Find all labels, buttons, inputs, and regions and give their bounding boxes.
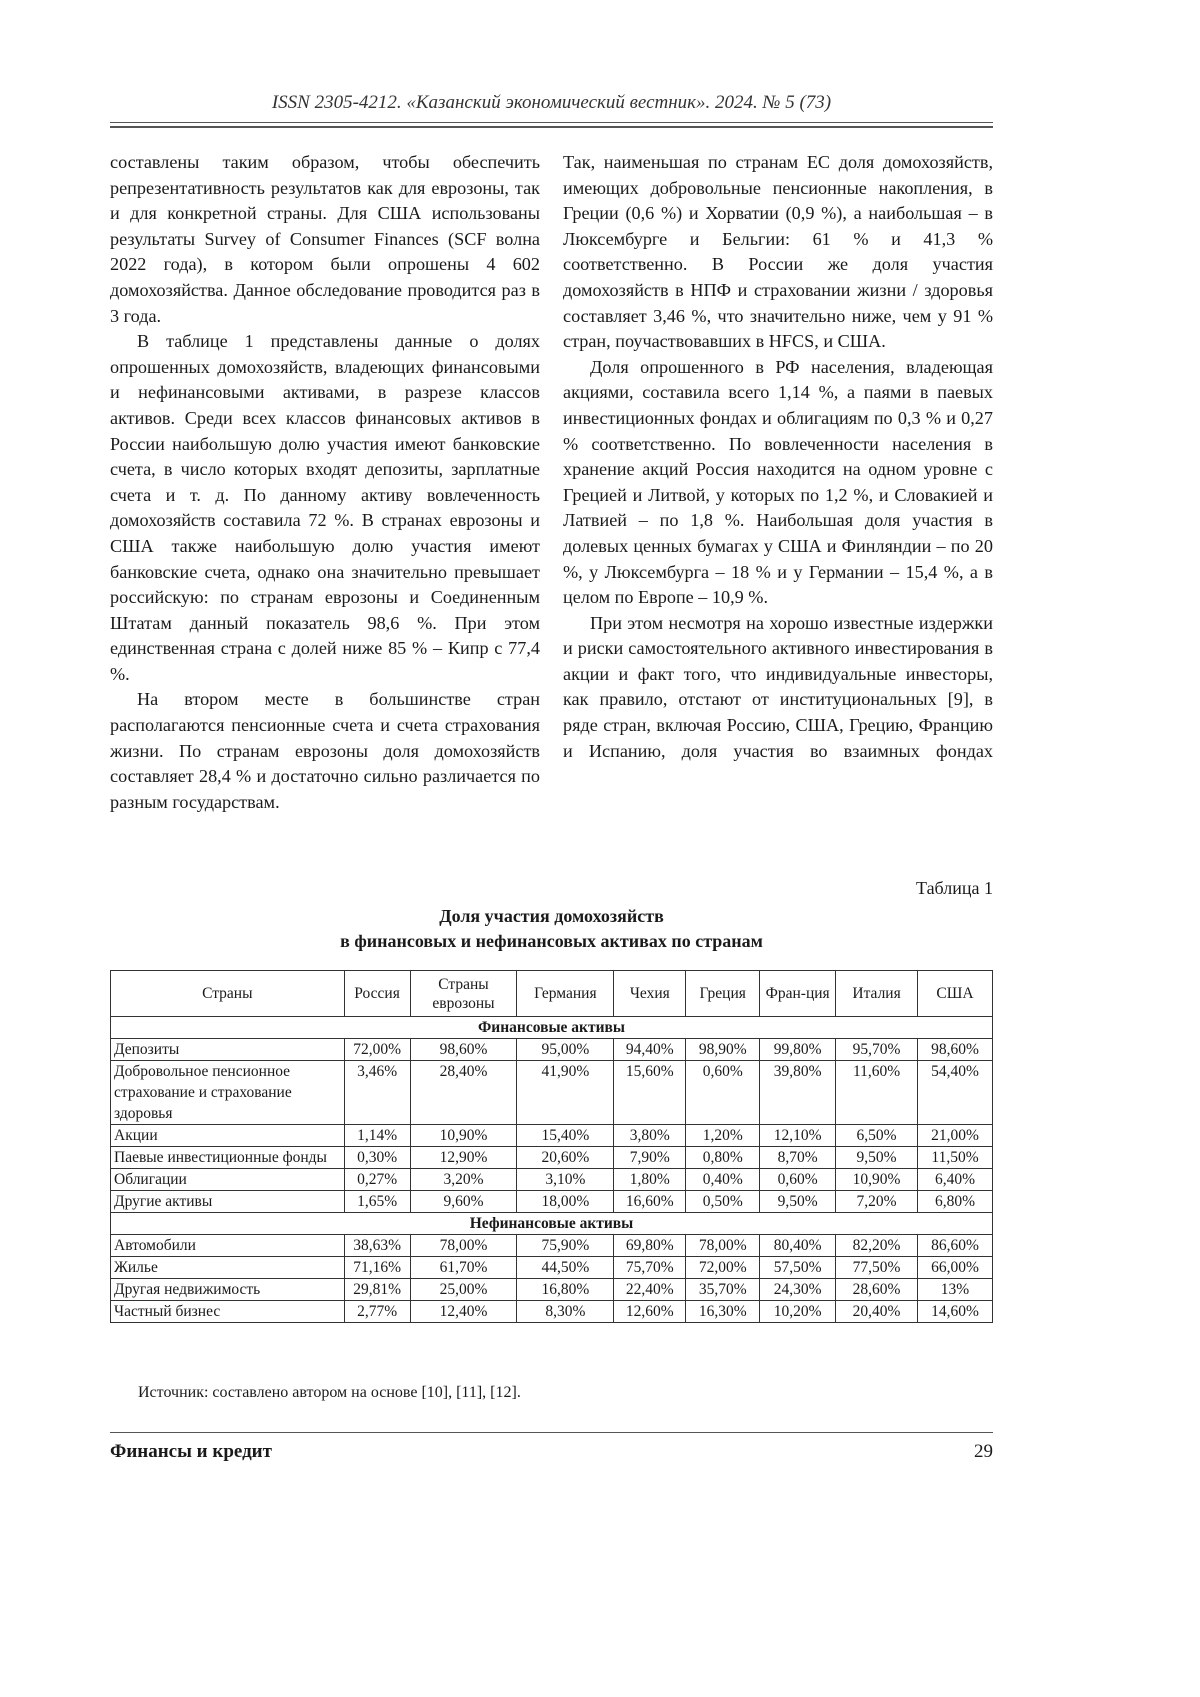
table-cell: 22,40% [614,1279,686,1301]
table-cell: 72,00% [344,1039,410,1061]
column-header: Страны еврозоны [410,971,517,1017]
table-cell: 3,80% [614,1125,686,1147]
table-cell: 13% [918,1279,993,1301]
table-cell: 35,70% [686,1279,760,1301]
table-row [111,1257,993,1279]
column-header: Страны [111,971,345,1017]
table-row [111,1169,993,1191]
table-cell: 98,60% [410,1039,517,1061]
table-cell: 82,20% [836,1235,918,1257]
table-row [111,1279,993,1301]
table-cell: 15,60% [614,1061,686,1125]
table-title [110,904,993,954]
table-cell: 6,80% [918,1191,993,1213]
paragraph: В таблице 1 представлены данные о долях опрошенных домохозяйств, владеющих финансовыми и нефинансовыми активами, в разрезе классов активов. Среди всех классов финансовых активов в России наибольшую долю участия имеют банковские счета, в число которых входят депозиты, зарплатные счета и т. д. По данному активу вовлеченность домохозяйств составила 72 %. В странах еврозоны и США также наибольшую долю участия имеют банковские счета, однако она значительно превышает российскую: по странам еврозоны и Соединенным Штатам данный показатель 98,6 %. При этом единственная страна с долей ниже 85 % – Кипр с 77,4 %. [110,331,540,684]
table-cell: 15,40% [517,1125,614,1147]
table-cell: 95,70% [836,1039,918,1061]
table-cell: 16,80% [517,1279,614,1301]
table-cell: 0,27% [344,1169,410,1191]
table-cell: 12,60% [614,1301,686,1323]
table-cell: 24,30% [760,1279,836,1301]
table-header-row [111,971,993,1017]
table-row [111,1147,993,1169]
table-cell: 61,70% [410,1257,517,1279]
table-cell: 11,60% [836,1061,918,1125]
table-cell: 95,00% [517,1039,614,1061]
row-label: Депозиты [111,1039,345,1061]
column-header: Греция [686,971,760,1017]
table-cell: 3,46% [344,1061,410,1125]
row-label: Автомобили [111,1235,345,1257]
table-cell: 7,90% [614,1147,686,1169]
table-cell: 69,80% [614,1235,686,1257]
paragraph: составлены таким образом, чтобы обеспечить репрезентативность результатов как для еврозоны, так и для конкретной страны. Для США использованы результаты Survey of Consumer Finances (SCF волна 2022 года), в котором были опрошены 4 602 домохозяйства. Данное обследование проводится раз в 3 года. [110,152,540,326]
running-head: ISSN 2305-4212. «Казанский экономический вестник». 2024. № 5 (73) [271,92,832,113]
table-cell: 98,90% [686,1039,760,1061]
table-title-line: в финансовых и нефинансовых активах по странам [340,931,763,951]
table-cell: 78,00% [410,1235,517,1257]
table-cell: 9,50% [760,1191,836,1213]
table-cell: 72,00% [686,1257,760,1279]
table-cell: 11,50% [918,1147,993,1169]
table-cell: 0,40% [686,1169,760,1191]
table-cell: 38,63% [344,1235,410,1257]
table-row [111,1039,993,1061]
table-cell: 18,00% [517,1191,614,1213]
table-cell: 3,10% [517,1169,614,1191]
header-rule-thick [110,126,993,128]
table-cell: 0,60% [686,1061,760,1125]
row-label: Облигации [111,1169,345,1191]
column-header: Германия [517,971,614,1017]
footer-rule [110,1432,993,1433]
table-cell: 6,40% [918,1169,993,1191]
table-cell: 10,20% [760,1301,836,1323]
table-cell: 71,16% [344,1257,410,1279]
paragraph: Доля опрошенного в РФ населения, владеющая акциями, составила всего 1,14 %, а паями в паевых инвестиционных фондах и облигациям по 0,3 % и 0,27 % соответственно. По вовлеченности населения в хранение акций Россия находится на одном уровне с Грецией и Литвой, у которых по 1,2 %, и Словакией и Латвией – по 1,8 %. Наибольшая доля участия в долевых ценных бумагах у США и Финляндии – по 20 %, у Люксембурга – 18 % и у Германии – 15,4 %, а в целом по Европе – 10,9 %. [563,356,993,608]
table-cell: 21,00% [918,1125,993,1147]
table-cell: 99,80% [760,1039,836,1061]
table-cell: 0,50% [686,1191,760,1213]
table-row [111,1061,993,1125]
table-cell: 16,30% [686,1301,760,1323]
table-cell: 66,00% [918,1257,993,1279]
table-cell: 1,20% [686,1125,760,1147]
table-cell: 39,80% [760,1061,836,1125]
table-cell: 29,81% [344,1279,410,1301]
table-cell: 1,80% [614,1169,686,1191]
section-row [111,1213,993,1235]
table-cell: 10,90% [410,1125,517,1147]
table-cell: 8,70% [760,1147,836,1169]
table-cell: 75,70% [614,1257,686,1279]
row-label: Другие активы [111,1191,345,1213]
section-title: Нефинансовые активы [111,1213,993,1235]
table-cell: 12,40% [410,1301,517,1323]
column-header: Россия [344,971,410,1017]
table-cell: 0,80% [686,1147,760,1169]
row-label: Жилье [111,1257,345,1279]
table-cell: 7,20% [836,1191,918,1213]
column-header: Чехия [614,971,686,1017]
table-cell: 0,60% [760,1169,836,1191]
table-cell: 94,40% [614,1039,686,1061]
table-cell: 16,60% [614,1191,686,1213]
table-cell: 57,50% [760,1257,836,1279]
row-label: Другая недвижимость [111,1279,345,1301]
table-cell: 77,50% [836,1257,918,1279]
table-row [111,1125,993,1147]
paragraph: Так, наименьшая по странам ЕС доля домохозяйств, имеющих добровольные пенсионные накопления, в Греции (0,6 %) и Хорватии (0,9 %), а наибольшая – в Люксембурге и Бельгии: 61 % и 41,3 % соответственно. В России же доля участия домохозяйств в НПФ и страховании жизни / здоровья составляет 3,46 %, что значительно ниже, чем у 91 % стран, поучаствовавших в HFCS, и США. [563,152,993,352]
table-cell: 10,90% [836,1169,918,1191]
column-header: США [918,971,993,1017]
row-label: Акции [111,1125,345,1147]
row-label: Паевые инвестиционные фонды [111,1147,345,1169]
table-cell: 44,50% [517,1257,614,1279]
table-cell: 78,00% [686,1235,760,1257]
column-header: Италия [836,971,918,1017]
section-title: Финансовые активы [111,1017,993,1039]
table-row [111,1235,993,1257]
row-label: Добровольное пенсионное страхование и страхование здоровья [111,1061,345,1125]
table-cell: 20,60% [517,1147,614,1169]
right-column [563,150,993,764]
table-cell: 28,40% [410,1061,517,1125]
table-cell: 2,77% [344,1301,410,1323]
table-cell: 12,10% [760,1125,836,1147]
table-cell: 0,30% [344,1147,410,1169]
table-cell: 28,60% [836,1279,918,1301]
table-cell: 6,50% [836,1125,918,1147]
table-cell: 9,60% [410,1191,517,1213]
table-cell: 14,60% [918,1301,993,1323]
table-cell: 98,60% [918,1039,993,1061]
table-cell: 1,65% [344,1191,410,1213]
table-cell: 86,60% [918,1235,993,1257]
table-cell: 80,40% [760,1235,836,1257]
column-header: Фран-ция [760,971,836,1017]
table-source: Источник: составлено автором на основе [10], [11], [12]. [138,1384,521,1401]
table-cell: 9,50% [836,1147,918,1169]
header-rule [110,122,993,123]
table-cell: 8,30% [517,1301,614,1323]
left-column [110,150,540,815]
table-row [111,1301,993,1323]
data-table [110,970,993,1323]
footer-section: Финансы и кредит [110,1441,272,1462]
section-row [111,1017,993,1039]
table-cell: 20,40% [836,1301,918,1323]
table-cell: 25,00% [410,1279,517,1301]
table-title-line: Доля участия домохозяйств [439,906,664,926]
table-row [111,1191,993,1213]
paragraph: На втором месте в большинстве стран располагаются пенсионные счета и счета страхования жизни. По странам еврозоны доля домохозяйств составляет 28,4 % и достаточно сильно различается по разным государствам. [110,689,540,812]
table-cell: 75,90% [517,1235,614,1257]
table-cell: 41,90% [517,1061,614,1125]
table-cell: 54,40% [918,1061,993,1125]
paragraph: При этом несмотря на хорошо известные издержки и риски самостоятельного активного инвестирования в акции и факт того, что индивидуальные инвесторы, как правило, отстают от институциональных [9], в ряде стран, включая Россию, США, Грецию, Францию и Испанию, доля участия во взаимных фондах [563,612,993,761]
page-number: 29 [974,1441,993,1462]
table-cell: 12,90% [410,1147,517,1169]
table-cell: 3,20% [410,1169,517,1191]
table-label: Таблица 1 [916,878,993,898]
table-cell: 1,14% [344,1125,410,1147]
row-label: Частный бизнес [111,1301,345,1323]
